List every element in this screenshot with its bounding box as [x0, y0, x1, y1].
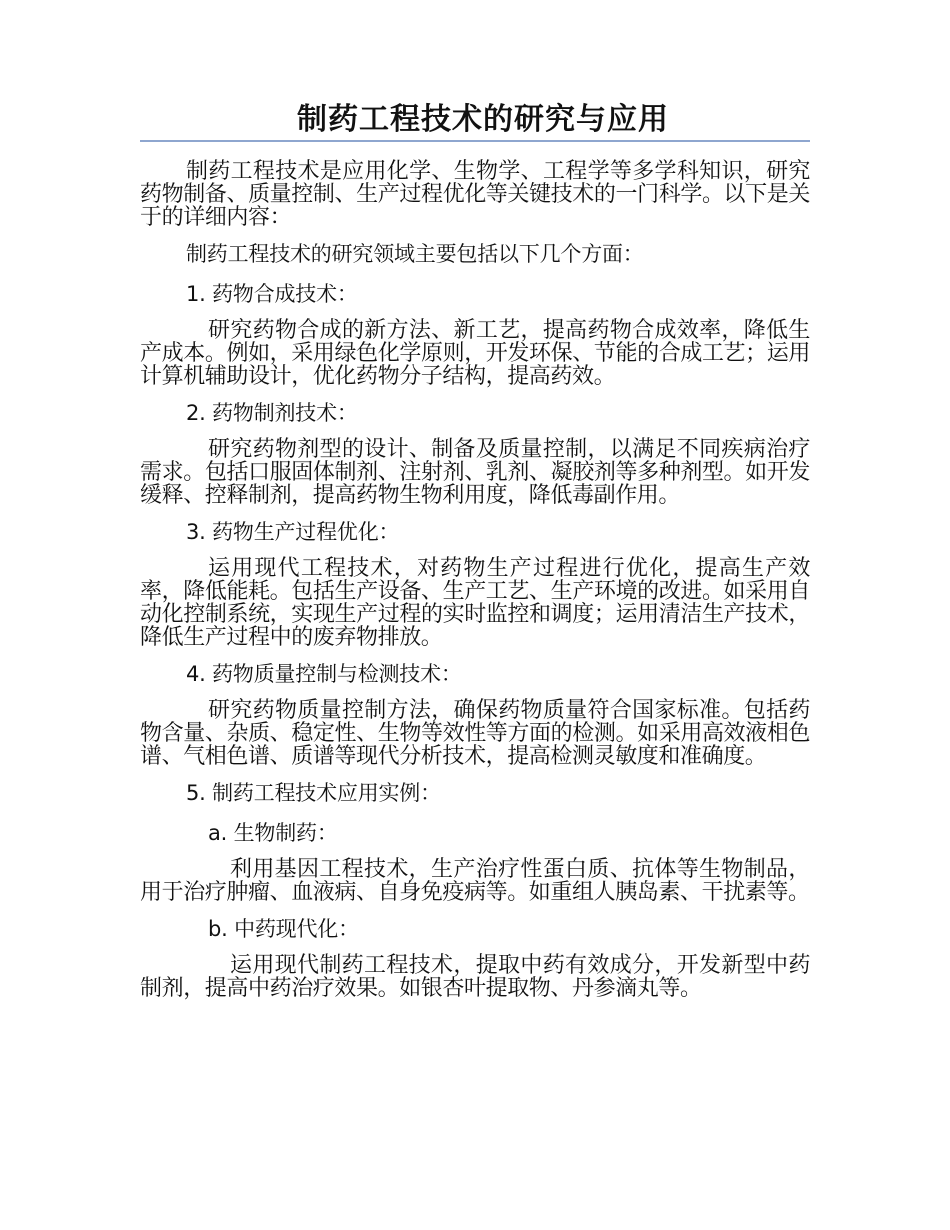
document-title: 制药工程技术的研究与应用 [297, 102, 669, 137]
section-2-heading: 2. 药物制剂技术： [186, 401, 358, 425]
overview-line: 制药工程技术的研究领域主要包括以下几个方面： [186, 242, 644, 266]
section-1-body: 研究药物合成的新方法、新工艺，提高药物合成效率，降低生产成本。例如，采用绿色化学原则，开发环保、节能的合成工艺；运用计算机辅助设计，优化药物分子结构，提高药效。 [140, 318, 810, 389]
title-underline [140, 140, 810, 142]
subsection-a-heading: a. 生物制药： [208, 821, 338, 845]
section-2-body: 研究药物剂型的设计、制备及质量控制，以满足不同疾病治疗需求。包括口服固体制剂、注射剂、乳剂、凝胶剂等多种剂型。如开发缓释、控释制剂，提高药物生物利用度，降低毒副作用。 [140, 437, 810, 508]
intro-paragraph: 制药工程技术是应用化学、生物学、工程学等多学科知识，研究药物制备、质量控制、生产过程优化等关键技术的一门科学。以下是关于的详细内容： [140, 159, 810, 230]
section-5-heading: 5. 制药工程技术应用实例： [186, 781, 441, 805]
subsection-a-body: 利用基因工程技术，生产治疗性蛋白质、抗体等生物制品，用于治疗肿瘤、血液病、自身免疫病等。如重组人胰岛素、干扰素等。 [140, 857, 810, 905]
document-page [140, 100, 810, 1000]
subsection-b-heading: b. 中药现代化： [208, 917, 359, 941]
section-4-body: 研究药物质量控制方法，确保药物质量符合国家标准。包括药物含量、杂质、稳定性、生物等效性等方面的检测。如采用高效液相色谱、气相色谱、质谱等现代分析技术，提高检测灵敏度和准确度。 [140, 698, 810, 769]
subsection-b-body: 运用现代制药工程技术，提取中药有效成分，开发新型中药制剂，提高中药治疗效果。如银杏叶提取物、丹参滴丸等。 [140, 953, 810, 1001]
section-4-heading: 4. 药物质量控制与检测技术： [186, 662, 462, 686]
section-1-heading: 1. 药物合成技术： [186, 282, 358, 306]
section-3-heading: 3. 药物生产过程优化： [186, 520, 400, 544]
section-3-body: 运用现代工程技术，对药物生产过程进行优化，提高生产效率，降低能耗。包括生产设备、生产工艺、生产环境的改进。如采用自动化控制系统，实现生产过程的实时监控和调度；运用清洁生产技术，降低生产过程中的废弃物排放。 [140, 556, 810, 650]
